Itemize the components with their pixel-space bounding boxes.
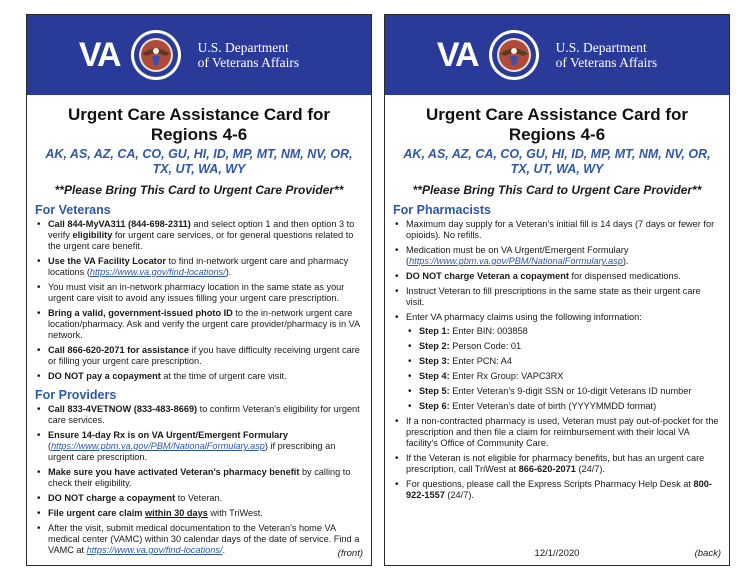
section-heading-veterans: For Veterans: [35, 203, 111, 217]
formulary-link[interactable]: https://www.pbm.va.gov/PBM/NationalFormulary.asp: [409, 256, 623, 266]
list-item: • Call 833-4VETNOW (833-483-8669) to confirm Veteran's eligibility for urgent care services.: [35, 404, 363, 426]
card-title: Urgent Care Assistance Card for Regions 4-6: [67, 105, 330, 144]
va-logo-letters: VA: [78, 35, 120, 74]
list-item: • Make sure you have activated Veteran's pharmacy benefit by calling to check their eligibility.: [35, 467, 363, 489]
list-item: • Bring a valid, government-issued photo ID to the in-network urgent care location/pharmacy. Ask and verify the urgent care provider/pharmacy is in VA network.: [35, 308, 363, 341]
card-front: [26, 14, 372, 566]
regions-list: AK, AS, AZ, CA, CO, GU, HI, ID, MP, MT, NM, NV, OR, TX, UT, WA, WY: [403, 147, 711, 176]
list-item: • Instruct Veteran to fill prescriptions in the same state as their urgent care visit.: [393, 286, 721, 308]
list-item: • Maximum day supply for a Veteran's initial fill is 14 days (7 days or fewer for opioids). No refills.: [393, 219, 721, 241]
bring-card-note: **Please Bring This Card to Urgent Care Provider**: [412, 183, 702, 197]
side-label-front: (front): [337, 548, 363, 559]
list-item: • If the Veteran is not eligible for pharmacy benefits, but has an urgent care prescription, call TriWest at 866-620-2071 (24/7).: [393, 453, 721, 475]
pharmacists-list: [393, 219, 721, 501]
va-seal-icon: [488, 29, 540, 81]
step-item: • Step 5: Enter Veteran's 9-digit SSN or 10-digit Veterans ID number: [406, 386, 721, 397]
card-title: Urgent Care Assistance Card for Regions 4-6: [425, 105, 688, 144]
formulary-link[interactable]: https://www.pbm.va.gov/PBM/NationalFormulary.asp: [51, 441, 265, 451]
list-item: • Call 866-620-2071 for assistance if you have difficulty receiving urgent care or filling your urgent care prescription.: [35, 345, 363, 367]
list-item: • Call 844-MyVA311 (844-698-2311) and select option 1 and then option 3 to verify eligibility for urgent care services, or for general questions related to the urgent care benefit.: [35, 219, 363, 252]
step-item: • Step 4: Enter Rx Group: VAPC3RX: [406, 371, 721, 382]
card-back: [384, 14, 730, 566]
list-item: • Ensure 14-day Rx is on VA Urgent/Emergent Formulary (https://www.pbm.va.gov/PBM/NationalFormulary.asp) if prescribing an urgent care prescription.: [35, 430, 363, 463]
section-heading-pharmacists: For Pharmacists: [393, 203, 491, 217]
veterans-list: [35, 219, 363, 382]
list-item: • After the visit, submit medical documentation to the Veteran's home VA medical center (VAMC) within 30 calendar days of the date of service. Find a VAMC at https://www.va.gov/find-locations/.: [35, 523, 363, 556]
step-item: • Step 6: Enter Veteran's date of birth (YYYYMMDD format): [406, 401, 721, 412]
regions-list: AK, AS, AZ, CA, CO, GU, HI, ID, MP, MT, NM, NV, OR, TX, UT, WA, WY: [45, 147, 353, 176]
va-department-name: U.S. Department of Veterans Affairs: [197, 40, 300, 70]
list-item: • Medication must be on VA Urgent/Emergent Formulary (https://www.pbm.va.gov/PBM/NationalFormulary.asp).: [393, 245, 721, 267]
list-item: • Enter VA pharmacy claims using the following information: • Step 1: Enter BIN: 003858 • Step 2: Person Code: 01 • Step 3: Enter PCN: A4 • Step 4: Enter Rx Group: VAPC3RX • Step 5: Enter Veteran's 9-digit SSN or 10-digit Veterans ID number • Step 6: Enter Veteran's date of birth (YYYYMMDD format): [393, 312, 721, 412]
card-date: 12/1//2020: [534, 548, 580, 559]
va-header: [27, 15, 371, 95]
step-item: • Step 2: Person Code: 01: [406, 341, 721, 352]
list-item: • DO NOT charge Veteran a copayment for dispensed medications.: [393, 271, 721, 282]
list-item: • File urgent care claim within 30 days with TriWest.: [35, 508, 363, 519]
va-logo-letters: VA: [436, 35, 478, 74]
facility-locator-link[interactable]: https://www.va.gov/find-locations/: [89, 267, 226, 277]
list-item: • If a non-contracted pharmacy is used, Veteran must pay out-of-pocket for the prescription and then file a claim for reimbursement with their local VA facility's Office of Community Care.: [393, 416, 721, 449]
section-heading-providers: For Providers: [35, 388, 117, 402]
list-item: • You must visit an in-network pharmacy location in the same state as your urgent care visit to avoid any issues filling your urgent care prescription.: [35, 282, 363, 304]
step-item: • Step 3: Enter PCN: A4: [406, 356, 721, 367]
bring-card-note: **Please Bring This Card to Urgent Care Provider**: [54, 183, 344, 197]
va-header: [385, 15, 729, 95]
list-item: • Use the VA Facility Locator to find in-network urgent care and pharmacy locations (https://www.va.gov/find-locations/).: [35, 256, 363, 278]
va-department-name: U.S. Department of Veterans Affairs: [555, 40, 658, 70]
side-label-back: (back): [694, 548, 721, 559]
list-item: • DO NOT pay a copayment at the time of urgent care visit.: [35, 371, 363, 382]
providers-list: [35, 404, 363, 556]
claim-steps: [406, 326, 721, 412]
step-item: • Step 1: Enter BIN: 003858: [406, 326, 721, 337]
va-seal-icon: [130, 29, 182, 81]
list-item: • For questions, please call the Express Scripts Pharmacy Help Desk at 800-922-1557 (24/7).: [393, 479, 721, 501]
list-item: • DO NOT charge a copayment to Veteran.: [35, 493, 363, 504]
find-vamc-link[interactable]: https://www.va.gov/find-locations/: [86, 545, 223, 555]
